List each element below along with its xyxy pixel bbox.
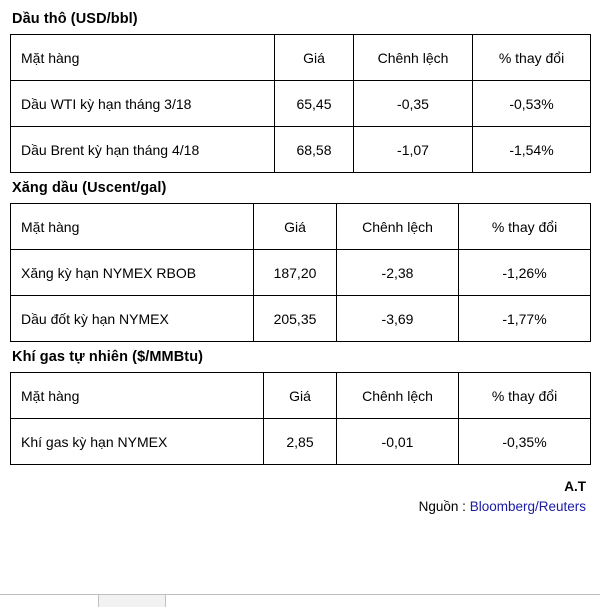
cell-change: -3,69 xyxy=(337,296,459,342)
column-header-percent: % thay đổi xyxy=(459,204,591,250)
cell-commodity: Dầu đốt kỳ hạn NYMEX xyxy=(11,296,254,342)
cell-commodity: Khí gas kỳ hạn NYMEX xyxy=(11,419,264,465)
cell-price: 205,35 xyxy=(254,296,337,342)
column-header-price: Giá xyxy=(264,373,337,419)
table-header-row xyxy=(11,373,591,419)
column-header-commodity: Mặt hàng xyxy=(11,204,254,250)
column-header-percent: % thay đổi xyxy=(473,35,591,81)
cell-percent: -0,53% xyxy=(473,81,591,127)
table-header-row xyxy=(11,35,591,81)
column-header-price: Giá xyxy=(254,204,337,250)
column-header-commodity: Mặt hàng xyxy=(11,373,264,419)
table-row xyxy=(11,419,591,465)
cell-percent: -1,26% xyxy=(459,250,591,296)
table-natural-gas xyxy=(10,372,591,465)
cell-percent: -0,35% xyxy=(459,419,591,465)
cell-price: 2,85 xyxy=(264,419,337,465)
section-title-crude-oil: Dầu thô (USD/bbl) xyxy=(12,11,138,27)
column-header-change: Chênh lệch xyxy=(337,204,459,250)
table-header-row xyxy=(11,204,591,250)
cell-price: 187,20 xyxy=(254,250,337,296)
table-row xyxy=(11,250,591,296)
cell-change: -0,01 xyxy=(337,419,459,465)
cell-price: 65,45 xyxy=(275,81,354,127)
section-title-gasoline: Xăng dầu (Uscent/gal) xyxy=(12,180,167,196)
column-header-commodity: Mặt hàng xyxy=(11,35,275,81)
column-header-percent: % thay đổi xyxy=(459,373,591,419)
table-gasoline xyxy=(10,203,591,342)
cell-price: 68,58 xyxy=(275,127,354,173)
source-label: Nguồn : xyxy=(418,499,470,514)
cell-commodity: Dầu Brent kỳ hạn tháng 4/18 xyxy=(11,127,275,173)
cell-commodity: Xăng kỳ hạn NYMEX RBOB xyxy=(11,250,254,296)
bottom-strip-nub xyxy=(98,595,166,607)
cell-commodity: Dầu WTI kỳ hạn tháng 3/18 xyxy=(11,81,275,127)
column-header-price: Giá xyxy=(275,35,354,81)
cell-percent: -1,54% xyxy=(473,127,591,173)
table-row xyxy=(11,127,591,173)
section-title-natural-gas: Khí gas tự nhiên ($/MMBtu) xyxy=(12,349,204,365)
source-value: Bloomberg/Reuters xyxy=(469,499,586,514)
cell-change: -2,38 xyxy=(337,250,459,296)
cell-change: -0,35 xyxy=(354,81,473,127)
column-header-change: Chênh lệch xyxy=(354,35,473,81)
table-crude-oil xyxy=(10,34,591,173)
cell-change: -1,07 xyxy=(354,127,473,173)
author-name: A.T xyxy=(564,479,586,494)
cell-percent: -1,77% xyxy=(459,296,591,342)
document-footer xyxy=(10,469,590,514)
section-gasoline xyxy=(10,177,590,342)
column-header-change: Chênh lệch xyxy=(337,373,459,419)
table-row xyxy=(11,296,591,342)
source-line xyxy=(10,494,590,514)
section-crude-oil xyxy=(10,8,590,173)
bottom-strip xyxy=(0,594,600,608)
section-natural-gas xyxy=(10,346,590,465)
table-row xyxy=(11,81,591,127)
